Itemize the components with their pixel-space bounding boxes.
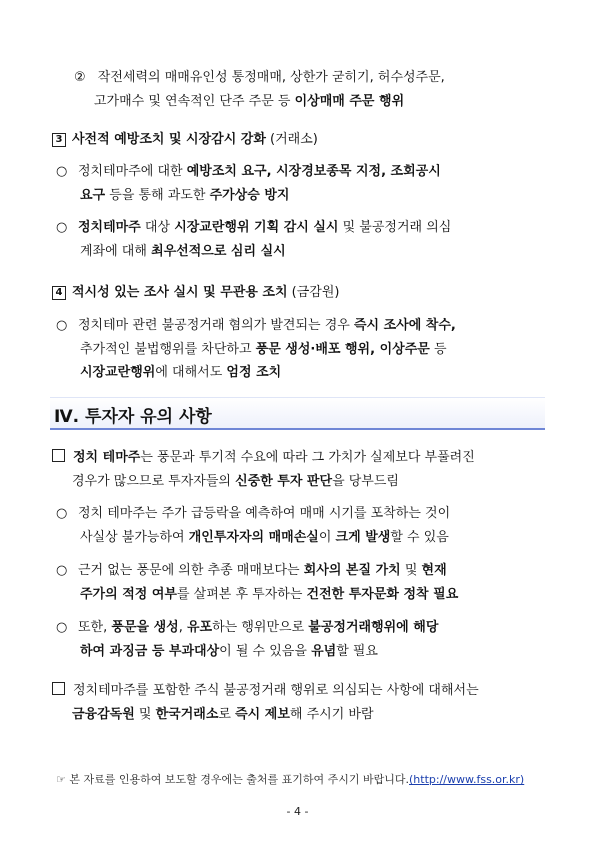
text: 정치테마주에 대한 [78,164,187,179]
text: 을 당부드림 [332,474,399,489]
text: 대상 [140,220,175,235]
section4-bullet1-line1 [56,317,456,335]
section4-bullet1-line2 [80,341,447,359]
text: 유념 [311,644,337,659]
section4-heading [52,284,339,302]
text: 정치테마주 [78,220,141,235]
text: 최우선적으로 심리 실시 [151,244,286,259]
text: 정치테마주를 포함한 주식 불공정거래 행위로 의심되는 사항에 대해서는 [73,683,479,698]
text: 크게 발생 [335,530,391,545]
text: 현재 [421,563,447,578]
part5-paragraph1-line1 [52,449,475,467]
bullet-marker: ○ [56,620,68,635]
text: 정치 테마주는 주가 급등락을 예측하여 매매 시기를 포착하는 것이 [78,506,451,521]
text: 는 풍문과 투기적 수요에 따라 그 가치가 실제보다 부풀려진 [140,450,475,465]
part5-paragraph2-line2 [72,706,374,724]
section3-bullet2-line2 [80,243,286,261]
part5-bullet2-line2 [80,586,458,604]
section-header-bar [50,397,545,430]
bullet-marker: ○ [56,164,68,179]
text: 즉시 제보 [235,707,290,722]
text: 정치 테마주 [73,450,141,465]
section3-bullet1-line2 [80,187,289,205]
item2-line1 [74,69,445,87]
part5-bullet3-line2 [80,643,378,661]
square-bullet-icon [52,682,65,695]
text: 회사의 본질 가치 [303,563,401,578]
section3-title: 사전적 예방조치 및 시장감시 강화 [72,132,266,147]
bullet-marker: ○ [56,506,68,521]
square-bullet-icon [52,449,65,462]
section3-heading [52,131,318,149]
text: 시장교란행위 [80,365,156,380]
section3-bullet1-line1 [56,163,441,181]
text: 및 불공정거래 의심 [338,220,452,235]
text: 신중한 투자 판단 [235,474,333,489]
text: 요구 [80,188,106,203]
text: 예방조치 요구, 시장경보종목 지정, 조회공시 [186,164,441,179]
text: 경우가 많으므로 투자자들의 [72,474,236,489]
text: 건전한 투자문화 정착 필요 [306,587,459,602]
text: 에 대해서도 [155,365,227,380]
section3-number-box: 3 [52,133,66,147]
bullet-marker: ○ [56,220,68,235]
text: 등 [429,342,447,357]
text: 주가상승 방지 [209,188,290,203]
part5-paragraph1-line2 [72,473,399,491]
item2-line2 [94,93,404,111]
text: 로 [218,707,236,722]
section4-org: (금감원) [287,285,340,300]
section4-title: 적시성 있는 조사 실시 및 무관용 조치 [72,285,288,300]
part5-bullet2-line1 [56,562,447,580]
part5-paragraph2-line1 [52,682,479,700]
part5-bullet1-line1 [56,505,450,523]
text: 풍문 생성·배포 행위, 이상주문 [255,342,430,357]
text: 하는 행위만으로 [212,620,309,635]
text: 한국거래소 [155,707,219,722]
bullet-marker: ○ [56,563,68,578]
text: 정치테마 관련 불공정거래 혐의가 발견되는 경우 [78,318,354,333]
pointing-hand-icon: ☞ [56,773,66,786]
text: 를 살펴본 후 투자하는 [176,587,307,602]
item2-marker: ② [74,70,86,85]
text: 불공정거래행위에 해당 [308,620,439,635]
bullet-marker: ○ [56,318,68,333]
text: 풍문을 생성 [111,620,179,635]
text: 및 [134,707,156,722]
text: 계좌에 대해 [80,244,152,259]
section3-org: (거래소) [265,132,318,147]
text: 즉시 조사에 착수, [353,318,456,333]
text: 주가의 적정 여부 [80,587,177,602]
text: 사실상 불가능하여 [80,530,189,545]
text: 근거 없는 풍문에 의한 추종 매매보다는 [78,563,304,578]
text: 이 될 수 있음을 [219,644,312,659]
page-number: - 4 - [286,805,309,818]
section4-bullet1-line3 [80,364,281,382]
section-header-title: Ⅳ. 투자자 유의 사항 [54,407,212,427]
item2-text-b: 이상매매 주문 행위 [294,94,405,109]
text: 이 [318,530,336,545]
text: 금융감독원 [72,707,135,722]
item2-text-a: 고가매수 및 연속적인 단주 주문 등 [94,94,295,109]
text: 등을 통해 과도한 [105,188,210,203]
section3-bullet2-line1 [56,219,451,237]
text: 해 주시기 바람 [289,707,374,722]
text: , [178,620,187,635]
text: 유포 [186,620,213,635]
footer-note-text: 본 자료를 인용하여 보도할 경우에는 출처를 표기하여 주시기 바랍니다. [69,773,409,786]
text: 하여 과징금 등 부과대상 [80,644,220,659]
part5-bullet3-line1 [56,619,438,637]
text: 및 [400,563,422,578]
text: 추가적인 불법행위를 차단하고 [80,342,256,357]
text: 시장교란행위 기획 감시 실시 [174,220,339,235]
text: 또한, [78,620,112,635]
text: 할 필요 [336,644,378,659]
text: 할 수 있음 [390,530,449,545]
part5-bullet1-line2 [80,529,449,547]
item2-text: 작전세력의 매매유인성 통정매매, 상한가 굳히기, 허수성주문, [97,70,445,85]
footer-note [56,771,524,787]
text: 개인투자자의 매매손실 [188,530,319,545]
fss-website-link[interactable]: (http://www.fss.or.kr) [409,773,525,786]
text: 엄정 조치 [226,365,282,380]
section4-number-box: 4 [52,286,66,300]
